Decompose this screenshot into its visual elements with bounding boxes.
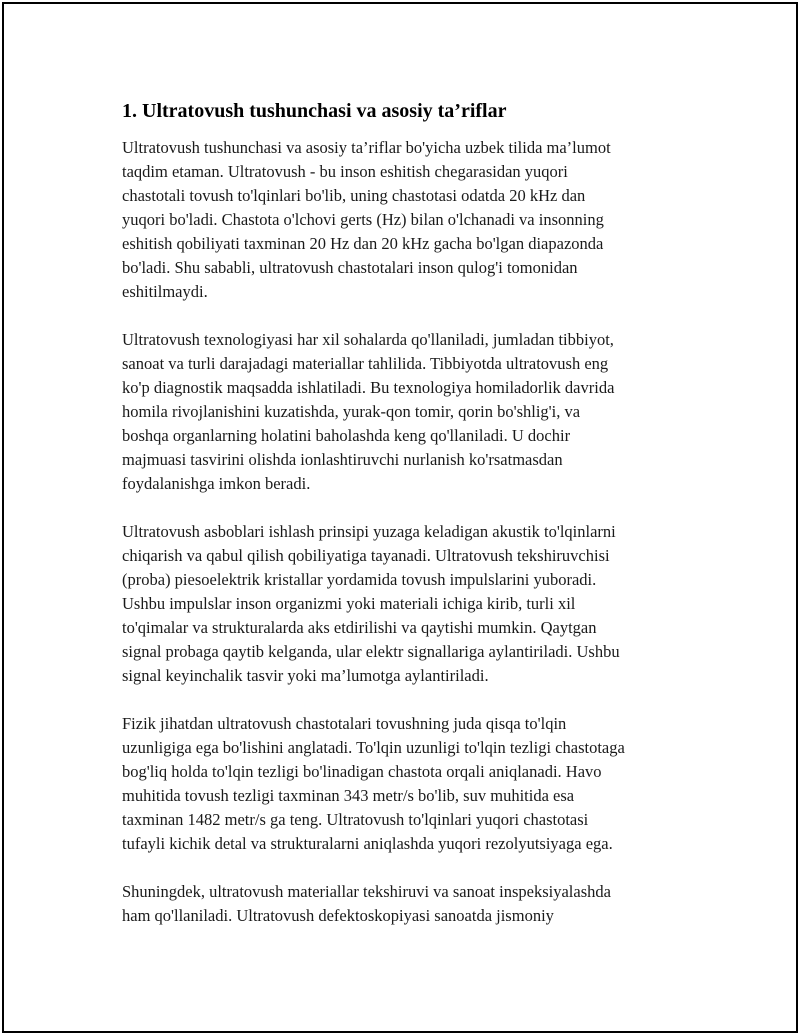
text-line: yuqori bo'ladi. Chastota o'lchovi gerts (Hz) bilan o'lchanadi va insonning — [122, 210, 604, 229]
text-line: eshitish qobiliyati taxminan 20 Hz dan 20 kHz gacha bo'lgan diapazonda — [122, 234, 604, 253]
text-line: (proba) piesoelektrik kristallar yordamida tovush impulslarini yuboradi. — [122, 570, 597, 589]
text-line: signal probaga qaytib kelganda, ular elektr signallariga aylantiriladi. Ushbu — [122, 642, 620, 661]
text-line: taxminan 1482 metr/s ga teng. Ultratovush to'lqinlari yuqori chastotasi — [122, 810, 589, 829]
paragraph-4 — [122, 712, 702, 856]
page-frame — [2, 2, 798, 1033]
text-line: Ultratovush tushunchasi va asosiy ta’riflar bo'yicha uzbek tilida ma’lumot — [122, 138, 611, 157]
paragraph-1 — [122, 136, 702, 304]
text-line: ham qo'llaniladi. Ultratovush defektoskopiyasi sanoatda jismoniy — [122, 906, 554, 925]
text-line: homila rivojlanishini kuzatishda, yurak-qon tomir, qorin bo'shlig'i, va — [122, 402, 581, 421]
text-line: Shuningdek, ultratovush materiallar tekshiruvi va sanoat inspeksiyalashda — [122, 882, 611, 901]
text-line: to'qimalar va strukturalarda aks etdirilishi va qaytishi mumkin. Qaytgan — [122, 618, 597, 637]
text-line: eshitilmaydi. — [122, 282, 208, 301]
text-line: foydalanishga imkon beradi. — [122, 474, 311, 493]
text-line: bo'ladi. Shu sababli, ultratovush chastotalari inson qulog'i tomonidan — [122, 258, 578, 277]
text-line: Fizik jihatdan ultratovush chastotalari tovushning juda qisqa to'lqin — [122, 714, 567, 733]
text-line: chiqarish va qabul qilish qobiliyatiga tayanadi. Ultratovush tekshiruvchisi — [122, 546, 610, 565]
text-line: majmuasi tasvirini olishda ionlashtiruvchi nurlanish ko'rsatmasdan — [122, 450, 563, 469]
text-line: uzunligiga ega bo'lishini anglatadi. To'lqin uzunligi to'lqin tezligi chastotaga — [122, 738, 625, 757]
text-line: ko'p diagnostik maqsadda ishlatiladi. Bu texnologiya homiladorlik davrida — [122, 378, 615, 397]
paragraph-5 — [122, 880, 702, 928]
text-line: Ushbu impulslar inson organizmi yoki materiali ichiga kirib, turli xil — [122, 594, 576, 613]
document-body — [122, 98, 702, 952]
text-line: bog'liq holda to'lqin tezligi bo'linadigan chastota orqali aniqlanadi. Havo — [122, 762, 602, 781]
text-line: tufayli kichik detal va strukturalarni aniqlashda yuqori rezolyutsiyaga ega. — [122, 834, 613, 853]
text-line: chastotali tovush to'lqinlari bo'lib, uning chastotasi odatda 20 kHz dan — [122, 186, 586, 205]
text-line: boshqa organlarning holatini baholashda keng qo'llaniladi. U dochir — [122, 426, 571, 445]
text-line: sanoat va turli darajadagi materiallar tahlilida. Tibbiyotda ultratovush eng — [122, 354, 609, 373]
text-line: taqdim etaman. Ultratovush - bu inson eshitish chegarasidan yuqori — [122, 162, 568, 181]
text-line: Ultratovush asboblari ishlash prinsipi yuzaga keladigan akustik to'lqinlarni — [122, 522, 616, 541]
paragraph-2 — [122, 328, 702, 496]
text-line: Ultratovush texnologiyasi har xil sohalarda qo'llaniladi, jumladan tibbiyot, — [122, 330, 614, 349]
paragraph-3 — [122, 520, 702, 688]
section-heading: 1. Ultratovush tushunchasi va asosiy ta’riflar — [122, 100, 507, 122]
text-line: muhitida tovush tezligi taxminan 343 metr/s bo'lib, suv muhitida esa — [122, 786, 575, 805]
text-line: signal keyinchalik tasvir yoki ma’lumotga aylantiriladi. — [122, 666, 489, 685]
